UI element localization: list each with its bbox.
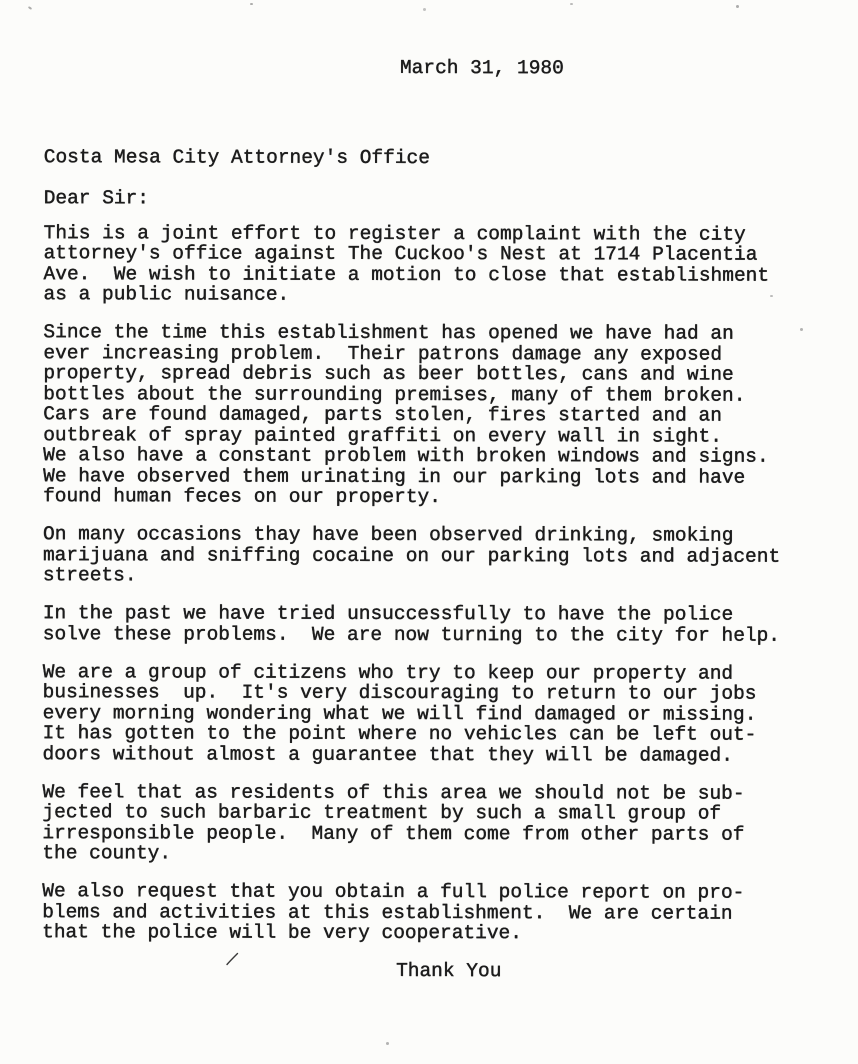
letter-recipient: Costa Mesa City Attorney's Office <box>43 145 430 169</box>
scan-speck <box>386 1042 389 1045</box>
scan-speck <box>250 3 253 5</box>
letter-paragraph: This is a joint effort to register a complaint with the city attorney's office against The Cuckoo's Nest at 1714 Placentia Ave. We wish to initiate a motion to close that establishment as a public nuisance. <box>43 221 770 306</box>
scan-speck <box>423 8 426 11</box>
letter-paragraph: We also request that you obtain a full police report on pro- blems and activities at this establishment. We are certain that the police will be very cooperative. <box>42 880 745 945</box>
scan-speck <box>800 328 803 331</box>
letter-paragraph: We are a group of citizens who try to keep our property and businesses up. It's very discouraging to return to our jobs every morning wondering what we will find damaged or missing. It has gotten to the point where no vehicles can be left out- doors without almost a guarantee that they will be damaged. <box>42 660 757 767</box>
letter-paragraph: We feel that as residents of this area we should not be sub- jected to such barbaric treatment by such a small group of irresponsible people. Many of them come from other parts of the county. <box>42 780 745 865</box>
letter-paragraph: Since the time this establishment has opened we have had an ever increasing problem. Their patrons damage any exposed property, spread debris such as beer bottles, cans and wine bottles about the surrounding premises, many of them broken. Cars are found damaged, parts stolen, fires started and an outbreak of spray painted graffiti on every wall in sight. We also have a constant problem with broken windows and signs. We have observed them urinating in our parking lots and have found human feces on our property. <box>43 321 769 509</box>
letter-body <box>42 57 818 982</box>
letter-date: March 31, 1980 <box>399 56 564 80</box>
letter-salutation: Dear Sir: <box>43 187 150 210</box>
letter-closing: Thank You <box>396 959 502 983</box>
letter-paragraph: On many occasions thay have been observed drinking, smoking marijuana and sniffing cocaine on our parking lots and adjacent streets. <box>42 523 781 587</box>
letter-paragraph: In the past we have tried unsuccessfully to have the police solve these problems. We are now turning to the city for help. <box>42 602 781 647</box>
scan-speck <box>28 6 32 10</box>
scan-speck <box>736 5 739 8</box>
scan-speck <box>570 3 573 5</box>
scan-speck <box>770 295 773 297</box>
